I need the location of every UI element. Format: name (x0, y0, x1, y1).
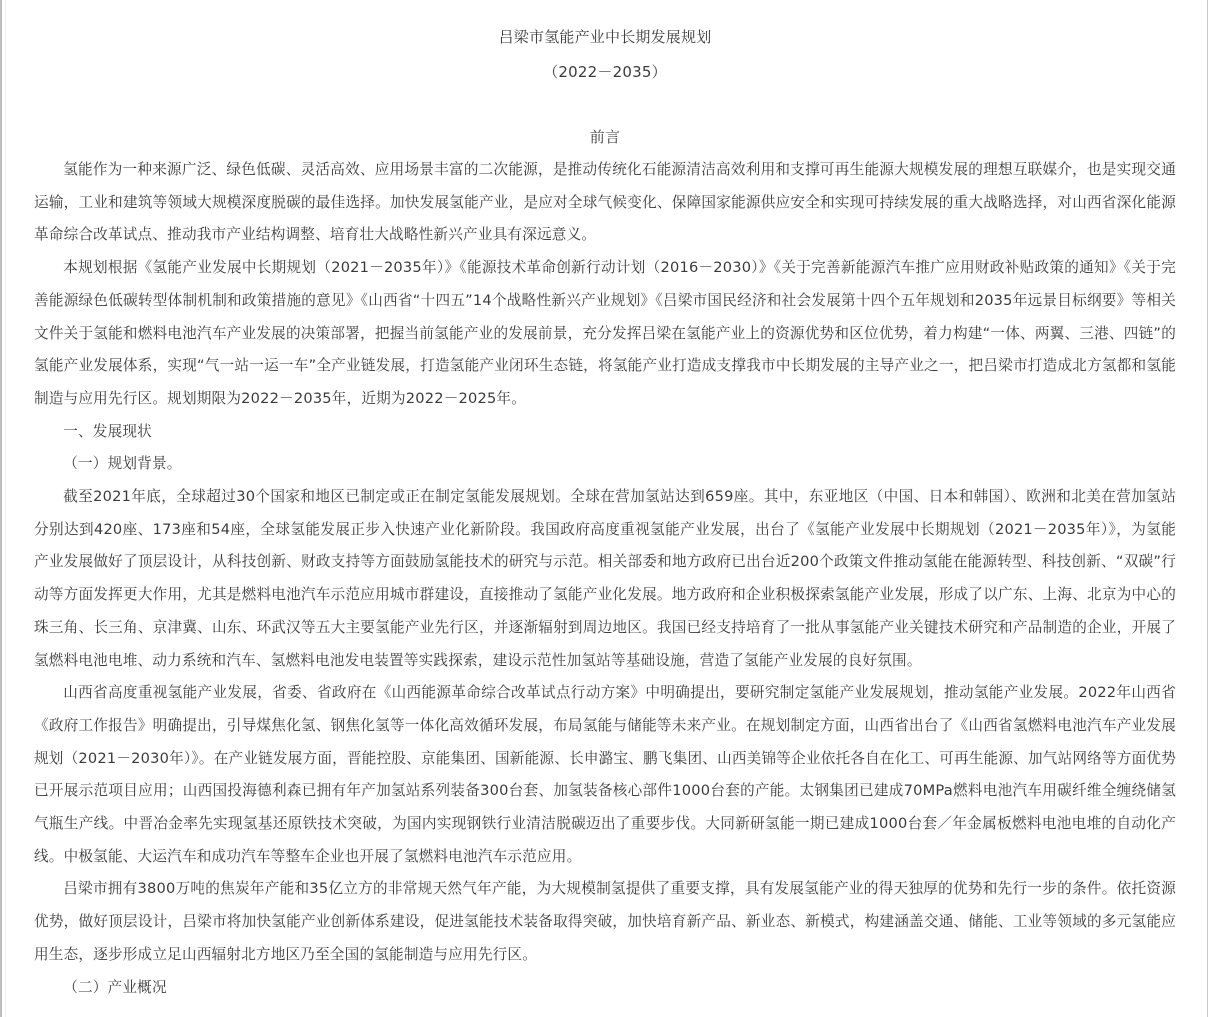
section-heading: 一、发展现状 (63, 422, 152, 440)
body-paragraph: 截至2021年底，全球超过30个国家和地区已制定或正在制定氢能发展规划。全球在营加氢站达到659座。其中，东亚地区（中国、日本和韩国）、欧洲和北美在营加氢站分别达到420座、173座和54座，全球氢能发展正步入快速产业化新阶段。我国政府高度重视氢能产业发展，出台了《氢能产业发展中长期规划（2021－2035年）》，为氢能产业发展做好了顶层设计，从科技创新、财政支持等方面鼓励氢能技术的研究与示范。相关部委和地方政府已出台近200个政策文件推动氢能在能源转型、科技创新、“双碳”行动等方面发挥更大作用，尤其是燃料电池汽车示范应用城市群建设，直接推动了氢能产业化发展。地方政府和企业积极探索氢能产业发展，形成了以广东、上海、北京为中心的珠三角、长三角、京津冀、山东、环武汉等五大主要氢能产业先行区，并逐渐辐射到周边地区。我国已经支持培育了一批从事氢能产业关键技术研究和产品制造的企业，开展了氢燃料电池电堆、动力系统和汽车、氢燃料电池发电装置等实践探索，建设示范性加氢站等基础设施，营造了氢能产业发展的良好氛围。 (34, 488, 1176, 669)
preface-heading: 前言 (589, 128, 621, 146)
left-frame-border (0, 0, 2, 1017)
body-paragraph: 吕梁市拥有3800万吨的焦炭年产能和35亿立方的非常规天然气年产能，为大规模制氢提供了重要支撑，具有发展氢能产业的得天独厚的优势和先行一步的条件。依托资源优势，做好顶层设计，吕梁市将加快氢能产业创新体系建设，促进氢能技术装备取得突破，加快培育新产品、新业态、新模式，构建涵盖交通、储能、工业等领域的多元氢能应用生态，逐步形成立足山西辐射北方地区乃至全国的氢能制造与应用先行区。 (34, 880, 1176, 963)
subsection-heading: （一）规划背景。 (63, 455, 182, 473)
left-frame-inner-line (5, 0, 6, 1017)
document-body (34, 22, 1176, 1004)
document-title: 吕梁市氢能产业中长期发展规划 (498, 28, 712, 46)
preface-paragraph: 本规划根据《氢能产业发展中长期规划（2021－2035年）》《能源技术革命创新行动计划（2016－2030）》《关于完善新能源汽车推广应用财政补贴政策的通知》《关于完善能源绿色低碳转型体制机制和政策措施的意见》《山西省“十四五”14个战略性新兴产业规划》《吕梁市国民经济和社会发展第十四个五年规划和2035年远景目标纲要》等相关文件关于氢能和燃料电池汽车产业发展的决策部署，把握当前氢能产业的发展前景，充分发挥吕梁在氢能产业上的资源优势和区位优势，着力构建“一体、两翼、三港、四链”的氢能产业发展体系，实现“气一站一运一车”全产业链发展，打造氢能产业闭环生态链，将氢能产业打造成支撑我市中长期发展的主导产业之一，把吕梁市打造成北方氢都和氢能制造与应用先行区。规划期限为2022－2035年，近期为2022－2025年。 (34, 259, 1176, 407)
document-subtitle: （2022－2035） (543, 63, 667, 81)
right-frame-border (1207, 0, 1208, 1017)
body-paragraph: 山西省高度重视氢能产业发展，省委、省政府在《山西能源革命综合改革试点行动方案》中明确提出，要研究制定氢能产业发展规划，推动氢能产业发展。2022年山西省《政府工作报告》明确提出，引导煤焦化氢、钢焦化氢等一体化高效循环发展，布局氢能与储能等未来产业。在规划制定方面，山西省出台了《山西省氢燃料电池汽车产业发展规划（2021－2030年）》。在产业链发展方面，晋能控股、京能集团、国新能源、长申潞宝、鹏飞集团、山西美锦等企业依托各自在化工、可再生能源、加气站网络等方面优势已开展示范项目应用；山西国投海德利森已拥有年产加氢站系列装备300台套、加氢装备核心部件1000台套的产能。太钢集团已建成70MPa燃料电池汽车用碳纤维全缠绕储氢气瓶生产线。中晋冶金率先实现氢基还原铁技术突破，为国内实现钢铁行业清洁脱碳迈出了重要步伐。大同新研氢能一期已建成1000台套／年金属板燃料电池电堆的自动化产线。中极氢能、大运汽车和成功汽车等整车企业也开展了氢燃料电池汽车示范应用。 (34, 684, 1176, 865)
subsection-heading: （二）产业概况 (63, 978, 167, 996)
preface-paragraph: 氢能作为一种来源广泛、绿色低碳、灵活高效、应用场景丰富的二次能源，是推动传统化石能源清洁高效利用和支撑可再生能源大规模发展的理想互联媒介，也是实现交通运输，工业和建筑等领域大规模深度脱碳的最佳选择。加快发展氢能产业，是应对全球气候变化、保障国家能源供应安全和实现可持续发展的重大战略选择，对山西省深化能源革命综合改革试点、推动我市产业结构调整、培育壮大战略性新兴产业具有深远意义。 (34, 161, 1176, 244)
